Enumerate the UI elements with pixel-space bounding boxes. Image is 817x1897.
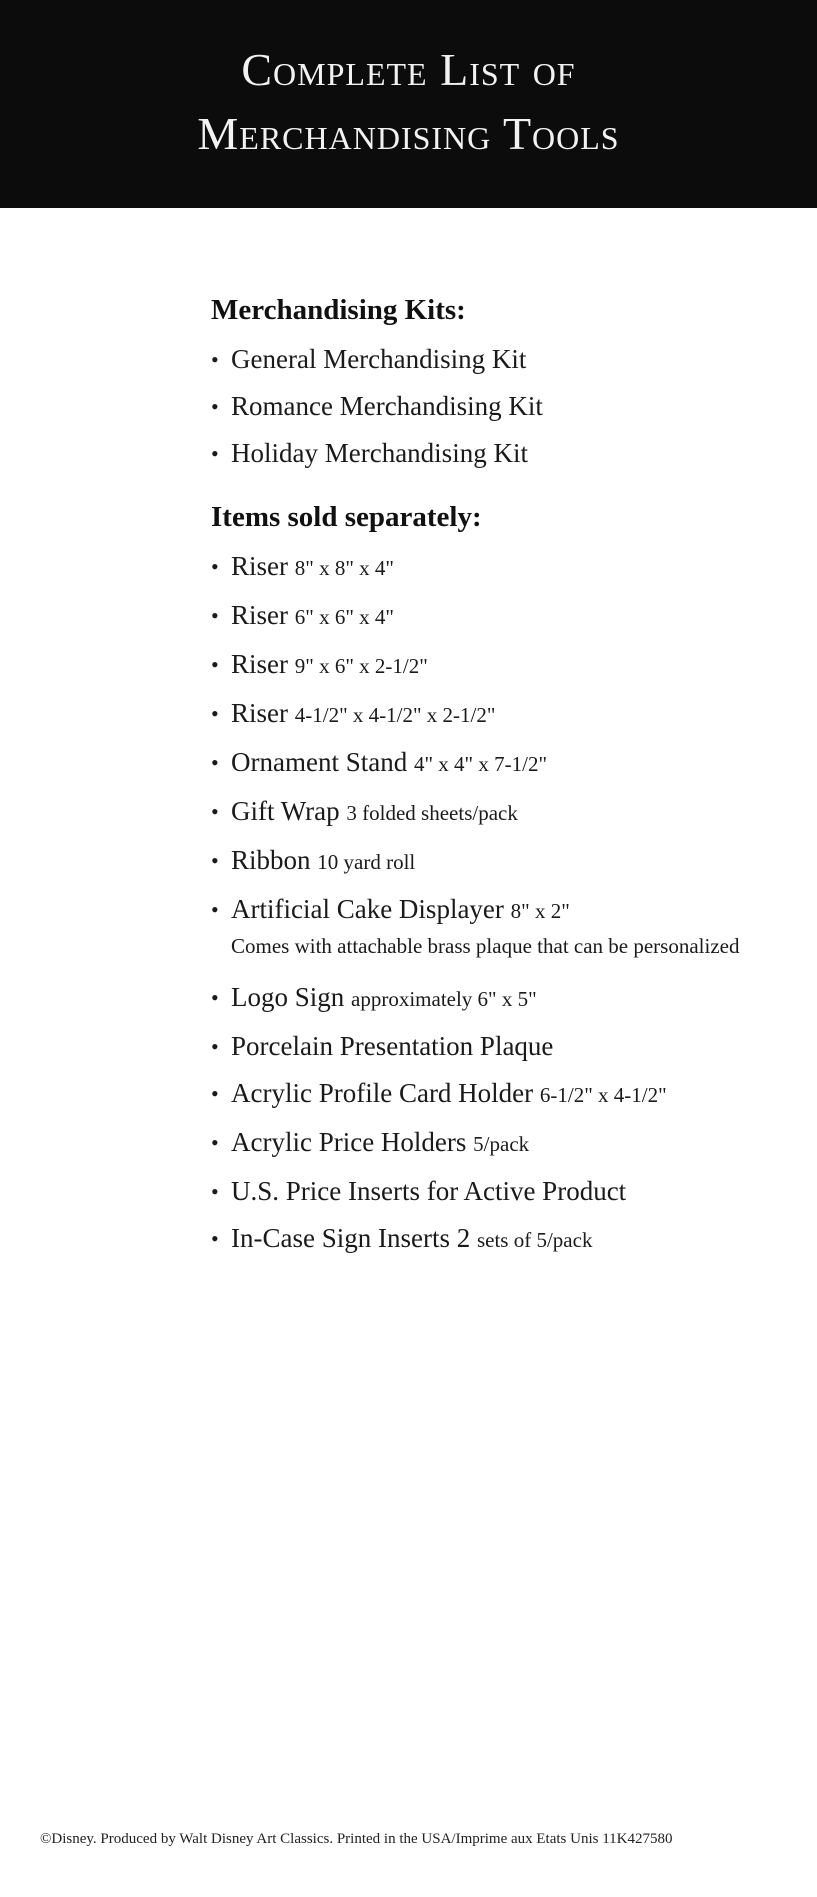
item-name: Riser — [231, 600, 288, 630]
separate-heading: Items sold separately: — [211, 501, 482, 533]
item-name: Gift Wrap — [231, 796, 340, 826]
item-detail: 5/pack — [473, 1132, 530, 1156]
item-detail: 6" x 6" x 4" — [294, 605, 394, 629]
list-item — [211, 1168, 771, 1215]
item-name: Acrylic Price Holders — [231, 1127, 467, 1157]
list-item — [211, 690, 771, 739]
item-name: U.S. Price Inserts for Active Product — [231, 1176, 627, 1206]
bullet-icon: • — [211, 1179, 219, 1204]
list-item — [211, 383, 771, 430]
bullet-icon: • — [211, 1130, 219, 1155]
bullet-icon: • — [211, 985, 219, 1010]
bullet-icon: • — [211, 603, 219, 628]
item-name: Ornament Stand — [231, 747, 408, 777]
item-detail: 10 yard roll — [317, 850, 416, 874]
item-name: Logo Sign — [231, 982, 345, 1012]
bullet-icon: • — [211, 554, 219, 579]
bullet-icon: • — [211, 1081, 219, 1106]
item-detail: approximately 6" x 5" — [351, 987, 537, 1011]
list-item — [211, 430, 771, 477]
item-name: Riser — [231, 698, 288, 728]
list-item — [211, 739, 771, 788]
list-item — [211, 886, 771, 962]
bullet-icon: • — [211, 897, 219, 922]
page-title-line-2: Merchandising Tools — [197, 108, 620, 159]
page-title-line-1: Complete List of — [241, 44, 576, 95]
list-item — [211, 1119, 771, 1168]
item-detail: 9" x 6" x 2-1/2" — [294, 654, 428, 678]
item-description: Comes with attachable brass plaque that can be personalized — [231, 934, 740, 958]
item-detail: 4-1/2" x 4-1/2" x 2-1/2" — [294, 703, 496, 727]
list-item — [211, 974, 771, 1023]
item-name: Ribbon — [231, 845, 311, 875]
list-item — [211, 788, 771, 837]
item-name: Riser — [231, 551, 288, 581]
page-title — [0, 38, 817, 166]
tools-list — [211, 290, 771, 1264]
list-item — [211, 336, 771, 383]
item-name: Acrylic Profile Card Holder — [231, 1078, 534, 1108]
bullet-icon: • — [211, 652, 219, 677]
kits-heading: Merchandising Kits: — [211, 294, 466, 326]
bullet-icon: • — [211, 750, 219, 775]
item-name: Holiday Merchandising Kit — [231, 438, 528, 468]
footer-copyright: ©Disney. Produced by Walt Disney Art Classics. Printed in the USA/Imprime aux Etats Unis 11K427580 — [40, 1831, 673, 1847]
bullet-icon: • — [211, 347, 219, 372]
list-item — [211, 592, 771, 641]
bullet-icon: • — [211, 1034, 219, 1059]
bullet-icon: • — [211, 394, 219, 419]
title-banner — [0, 0, 817, 208]
bullet-icon: • — [211, 848, 219, 873]
list-item — [211, 1023, 771, 1070]
item-detail: 4" x 4" x 7-1/2" — [413, 752, 548, 776]
item-detail: 6-1/2" x 4-1/2" — [539, 1083, 667, 1107]
list-item — [211, 1070, 771, 1119]
item-detail: 8" x 2" — [510, 899, 570, 923]
item-detail: 8" x 8" x 4" — [294, 556, 394, 580]
bullet-icon: • — [211, 701, 219, 726]
item-name: Riser — [231, 649, 288, 679]
list-item — [211, 1215, 771, 1264]
bullet-icon: • — [211, 799, 219, 824]
item-detail: sets of 5/pack — [476, 1228, 593, 1252]
item-name: General Merchandising Kit — [231, 344, 527, 374]
bullet-icon: • — [211, 441, 219, 466]
kits-list — [211, 336, 771, 477]
list-item — [211, 837, 771, 886]
item-name: In-Case Sign Inserts 2 — [231, 1223, 471, 1253]
separate-items-list — [211, 543, 771, 1264]
list-item — [211, 641, 771, 690]
item-name: Artificial Cake Displayer — [231, 894, 504, 924]
bullet-icon: • — [211, 1226, 219, 1251]
item-name: Romance Merchandising Kit — [231, 391, 543, 421]
item-name: Porcelain Presentation Plaque — [231, 1031, 554, 1061]
list-item — [211, 543, 771, 592]
item-detail: 3 folded sheets/pack — [346, 801, 518, 825]
